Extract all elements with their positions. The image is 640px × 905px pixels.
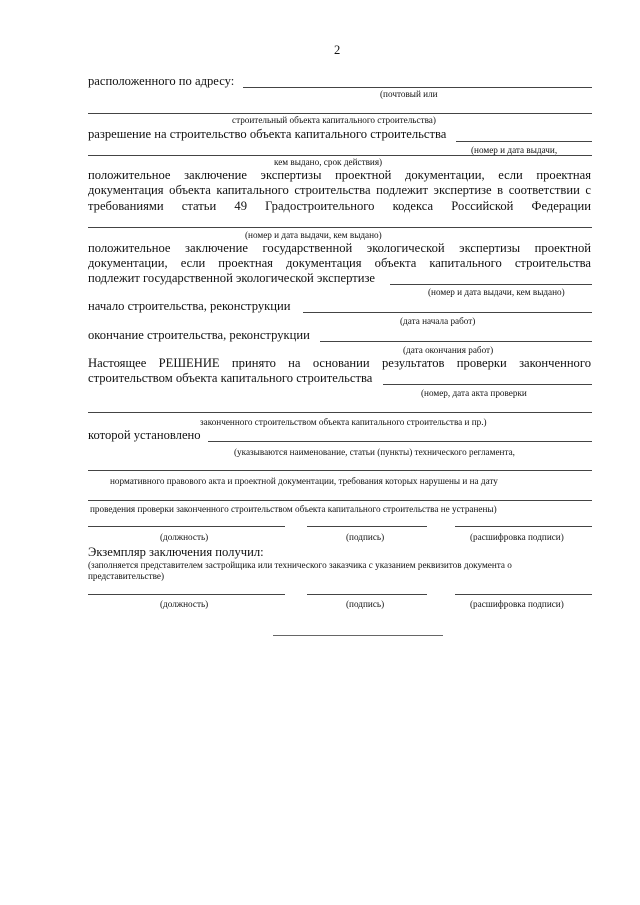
signature2-signature-line <box>307 594 427 595</box>
permit-label: разрешение на строительство объекта капитального строительства <box>88 127 447 141</box>
address-hint-1: (почтовый или <box>380 89 438 99</box>
permit-hint-1: (номер и дата выдачи, <box>471 145 558 155</box>
ecology-hint: (номер и дата выдачи, кем выдано) <box>428 287 565 297</box>
expertise-hint: (номер и дата выдачи, кем выдано) <box>245 230 382 240</box>
signature1-name: (расшифровка подписи) <box>470 532 564 542</box>
signature2-name: (расшифровка подписи) <box>470 599 564 609</box>
established-line-2 <box>88 470 592 471</box>
ecology-line-1: положительное заключение государственной экологической экспертизы проектной <box>88 241 591 255</box>
expertise-line-3: требованиями статьи 49 Градостроительного кодекса Российской Федерации <box>88 199 591 213</box>
decision-line-2: строительством объекта капитального строительства <box>88 371 373 385</box>
end-label: окончание строительства, реконструкции <box>88 328 310 342</box>
closing-separator <box>273 635 443 636</box>
address-label: расположенного по адресу: <box>88 74 235 88</box>
signature1-signature-line <box>307 526 427 527</box>
address-line-1 <box>243 87 592 88</box>
permit-line-2 <box>88 155 592 156</box>
signature1-position: (должность) <box>160 532 209 542</box>
decision-line-b <box>88 412 592 413</box>
signature1-position-line <box>88 526 285 527</box>
ecology-line <box>390 284 592 285</box>
end-hint: (дата окончания работ) <box>403 345 494 355</box>
decision-line-1: Настоящее РЕШЕНИЕ принято на основании результатов проверки законченного <box>88 356 591 370</box>
established-hint-3: проведения проверки законченного строительством объекта капитального строительства не устранены) <box>90 504 497 514</box>
page-number: 2 <box>334 43 341 57</box>
established-hint-1: (указываются наименование, статьи (пункты) технического регламента, <box>234 447 515 457</box>
start-hint: (дата начала работ) <box>400 316 476 326</box>
end-line <box>320 341 592 342</box>
expertise-line <box>88 227 592 228</box>
permit-line-1 <box>456 141 592 142</box>
signature1-signature: (подпись) <box>346 532 385 542</box>
established-hint-2: нормативного правового акта и проектной документации, требования которых нарушены и на дату <box>110 476 498 486</box>
signature2-signature: (подпись) <box>346 599 385 609</box>
established-line-3 <box>88 500 592 501</box>
permit-hint-2: кем выдано, срок действия) <box>274 157 383 167</box>
copy-hint-2: представительстве) <box>88 571 165 581</box>
signature2-position-line <box>88 594 285 595</box>
signature2-position: (должность) <box>160 599 209 609</box>
expertise-line-1: положительное заключение экспертизы проектной документации, если проектная <box>88 168 591 182</box>
copy-label: Экземпляр заключения получил: <box>88 545 264 559</box>
decision-hint-2: законченного строительством объекта капитального строительства и пр.) <box>200 417 487 427</box>
address-hint-2: строительный объекта капитального строительства) <box>232 115 436 125</box>
decision-hint-1: (номер, дата акта проверки <box>421 388 527 398</box>
ecology-line-2: документации, если проектная документация объекта капитального строительства <box>88 256 591 270</box>
address-line-2 <box>88 113 592 114</box>
copy-hint-1: (заполняется представителем застройщика или технического заказчика с указанием реквизитов документа о <box>88 560 512 570</box>
expertise-line-2: документация объекта капитального строительства подлежит экспертизе в соответствии с <box>88 183 591 197</box>
decision-line-a <box>383 384 592 385</box>
ecology-line-3: подлежит государственной экологической экспертизе <box>88 271 376 285</box>
signature2-name-line <box>455 594 592 595</box>
signature1-name-line <box>455 526 592 527</box>
established-label: которой установлено <box>88 428 201 442</box>
established-line-1 <box>208 441 592 442</box>
start-line <box>303 312 592 313</box>
start-label: начало строительства, реконструкции <box>88 299 291 313</box>
